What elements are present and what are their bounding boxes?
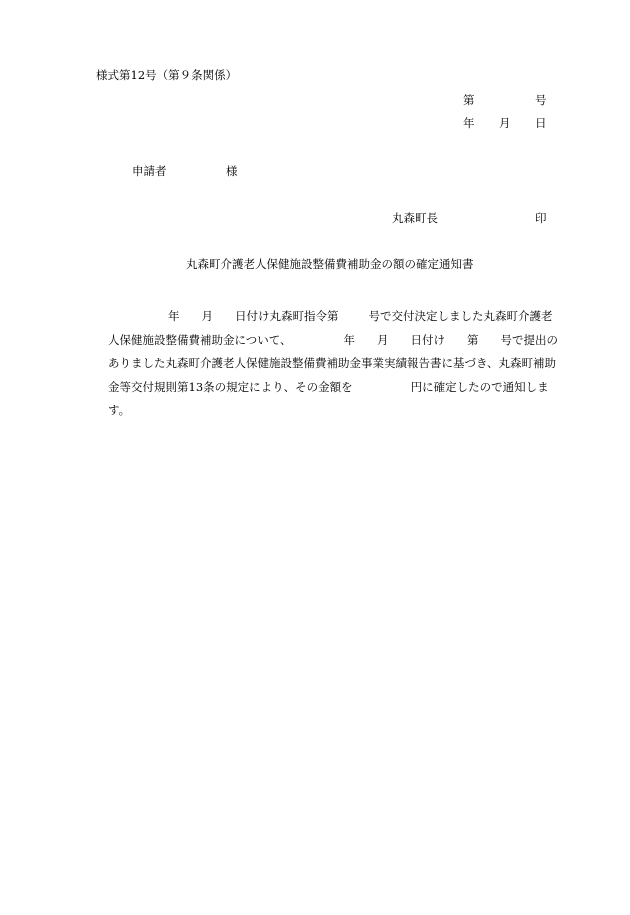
body-l2-rest: 号で提出の [500, 332, 559, 347]
body-l1-dated: 日付け丸森町指令第 [235, 309, 339, 323]
document-title: 丸森町介護老人保健施設整備費補助金の額の確定通知書 [186, 257, 474, 271]
body-l2-month: 月 [377, 332, 389, 347]
body-l2-start: 人保健施設整備費補助金について、 [108, 332, 292, 347]
issuer-title: 丸森町長 [392, 211, 438, 225]
body-l1-year: 年 [168, 309, 180, 323]
form-number: 様式第12号（第９条関係） [96, 68, 238, 82]
body-l4-rest: 円に確定したので通知しま [410, 379, 549, 394]
body-l2-year: 年 [343, 332, 356, 347]
date-month: 月 [499, 116, 511, 130]
body-line-4 [96, 376, 582, 400]
body-l2-dated: 日付け [410, 332, 446, 347]
addressee-honorific: 様 [226, 164, 238, 178]
body-line-3: ありました丸森町介護老人保健施設整備費補助金事業実績報告書に基づき、丸森町補助 [108, 356, 557, 370]
body-l1-month: 月 [201, 309, 213, 323]
date-day: 日 [535, 116, 547, 130]
addressee-label: 申請者 [132, 164, 167, 178]
date-year: 年 [463, 116, 475, 130]
issuer-seal: 印 [535, 211, 547, 225]
body-l4-start: 金等交付規則第13条の規定により、その金額を [108, 379, 353, 394]
body-line-2 [96, 329, 582, 353]
doc-number-prefix: 第 [463, 93, 475, 107]
doc-number-suffix: 号 [535, 93, 547, 107]
body-text [96, 305, 582, 423]
body-line-1 [96, 305, 582, 329]
body-l1-rest: 号で交付決定しました丸森町介護老 [368, 309, 553, 323]
body-line-5: す。 [108, 403, 131, 417]
body-l2-no: 第 [467, 332, 479, 347]
